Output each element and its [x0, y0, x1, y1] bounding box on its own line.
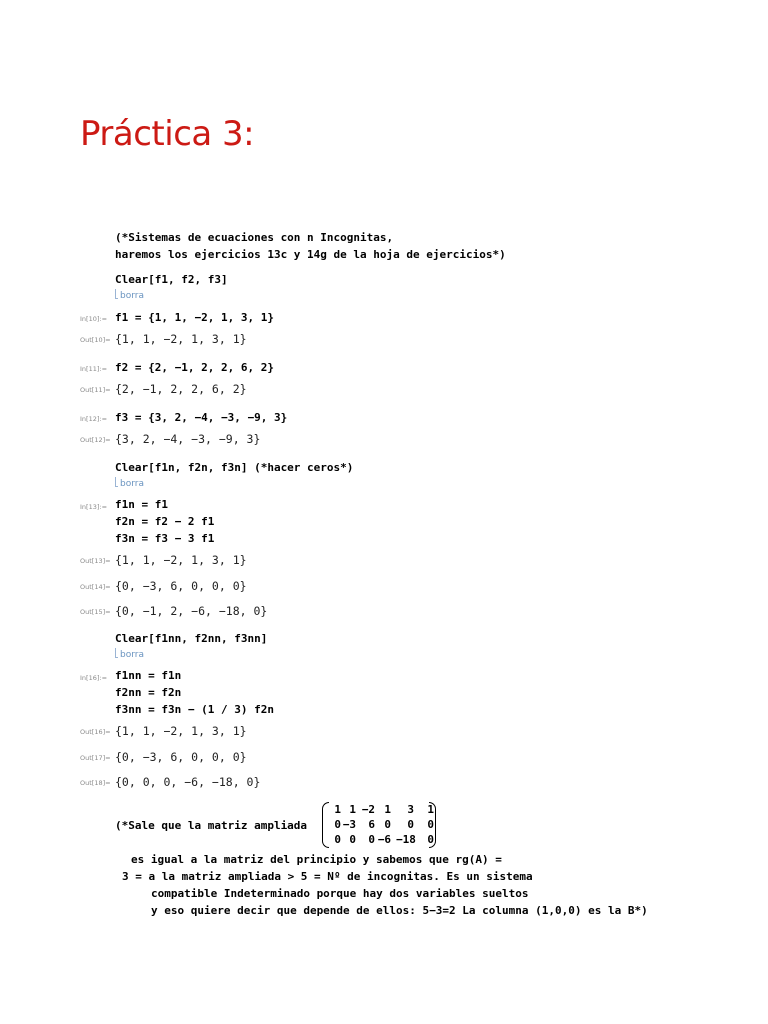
- input-cell[interactable]: f2 = {2, −1, 2, 2, 6, 2}: [115, 361, 274, 374]
- matrix-cell: 0: [427, 833, 434, 846]
- clear-input[interactable]: Clear[f1, f2, f3]: [115, 273, 228, 286]
- matrix-cell: 0: [427, 818, 434, 831]
- matrix-cell: 0: [384, 818, 391, 831]
- matrix-cell: 0: [334, 833, 341, 846]
- matrix-cell: 1: [334, 803, 341, 816]
- input-label: In[13]:=: [80, 503, 108, 511]
- output-cell: {0, −3, 6, 0, 0, 0}: [115, 579, 247, 593]
- input-label: In[11]:=: [80, 365, 108, 373]
- input-label: In[16]:=: [80, 674, 108, 682]
- input-label: In[12]:=: [80, 415, 108, 423]
- input-cell[interactable]: f1n = f1: [115, 498, 168, 511]
- clear-input[interactable]: Clear[f1n, f2n, f3n] (*hacer ceros*): [115, 461, 354, 474]
- matrix-cell: 0: [368, 833, 375, 846]
- output-label: Out[12]=: [80, 436, 111, 444]
- matrix-cell: 3: [407, 803, 414, 816]
- comment-line[interactable]: (*Sale que la matriz ampliada: [115, 819, 308, 832]
- borra-link[interactable]: borra: [115, 289, 144, 301]
- output-label: Out[17]=: [80, 754, 111, 762]
- comment-line[interactable]: (*Sistemas de ecuaciones con n Incognitas,: [115, 231, 394, 244]
- output-label: Out[10]=: [80, 336, 111, 344]
- output-label: Out[11]=: [80, 386, 111, 394]
- matrix-cell: 1: [349, 803, 356, 816]
- output-cell: {0, 0, 0, −6, −18, 0}: [115, 775, 261, 789]
- input-cell[interactable]: f2nn = f2n: [115, 686, 182, 699]
- input-cell[interactable]: f2n = f2 − 2 f1: [115, 515, 215, 528]
- output-cell: {3, 2, −4, −3, −9, 3}: [115, 432, 261, 446]
- comment-line[interactable]: haremos los ejercicios 13c y 14g de la hoja de ejercicios*): [115, 248, 506, 261]
- input-label: In[10]:=: [80, 315, 108, 323]
- input-cell[interactable]: f3nn = f3n − (1 / 3) f2n: [115, 703, 274, 716]
- matrix-cell: −18: [396, 833, 416, 846]
- comment-line[interactable]: y eso quiere decir que depende de ellos: 5−3=2 La columna (1,0,0) es la B*): [151, 904, 648, 917]
- output-cell: {2, −1, 2, 2, 6, 2}: [115, 382, 247, 396]
- matrix-cell: −6: [377, 833, 391, 846]
- matrix-cell: −2: [361, 803, 375, 816]
- page-title: Práctica 3:: [80, 114, 255, 154]
- borra-link[interactable]: borra: [115, 648, 144, 660]
- matrix-cell: 6: [368, 818, 375, 831]
- input-cell[interactable]: f3 = {3, 2, −4, −3, −9, 3}: [115, 411, 288, 424]
- input-cell[interactable]: f3n = f3 − 3 f1: [115, 532, 215, 545]
- output-label: Out[13]=: [80, 557, 111, 565]
- input-cell[interactable]: f1nn = f1n: [115, 669, 182, 682]
- output-cell: {1, 1, −2, 1, 3, 1}: [115, 553, 247, 567]
- output-cell: {1, 1, −2, 1, 3, 1}: [115, 724, 247, 738]
- matrix-cell: 0: [334, 818, 341, 831]
- clear-input[interactable]: Clear[f1nn, f2nn, f3nn]: [115, 632, 268, 645]
- augmented-matrix: [322, 802, 436, 848]
- matrix-cell: 1: [384, 803, 391, 816]
- output-label: Out[16]=: [80, 728, 111, 736]
- output-cell: {0, −3, 6, 0, 0, 0}: [115, 750, 247, 764]
- matrix-cell: 1: [427, 803, 434, 816]
- output-cell: {0, −1, 2, −6, −18, 0}: [115, 604, 268, 618]
- input-cell[interactable]: f1 = {1, 1, −2, 1, 3, 1}: [115, 311, 274, 324]
- output-cell: {1, 1, −2, 1, 3, 1}: [115, 332, 247, 346]
- output-label: Out[18]=: [80, 779, 111, 787]
- matrix-cell: −3: [342, 818, 356, 831]
- output-label: Out[14]=: [80, 583, 111, 591]
- output-label: Out[15]=: [80, 608, 111, 616]
- comment-line[interactable]: compatible Indeterminado porque hay dos variables sueltos: [151, 887, 529, 900]
- matrix-cell: 0: [349, 833, 356, 846]
- matrix-cell: 0: [407, 818, 414, 831]
- comment-line[interactable]: 3 = a la matriz ampliada > 5 = Nº de incognitas. Es un sistema: [122, 870, 533, 883]
- borra-link[interactable]: borra: [115, 477, 144, 489]
- comment-line[interactable]: es igual a la matriz del principio y sabemos que rg(A) =: [131, 853, 502, 866]
